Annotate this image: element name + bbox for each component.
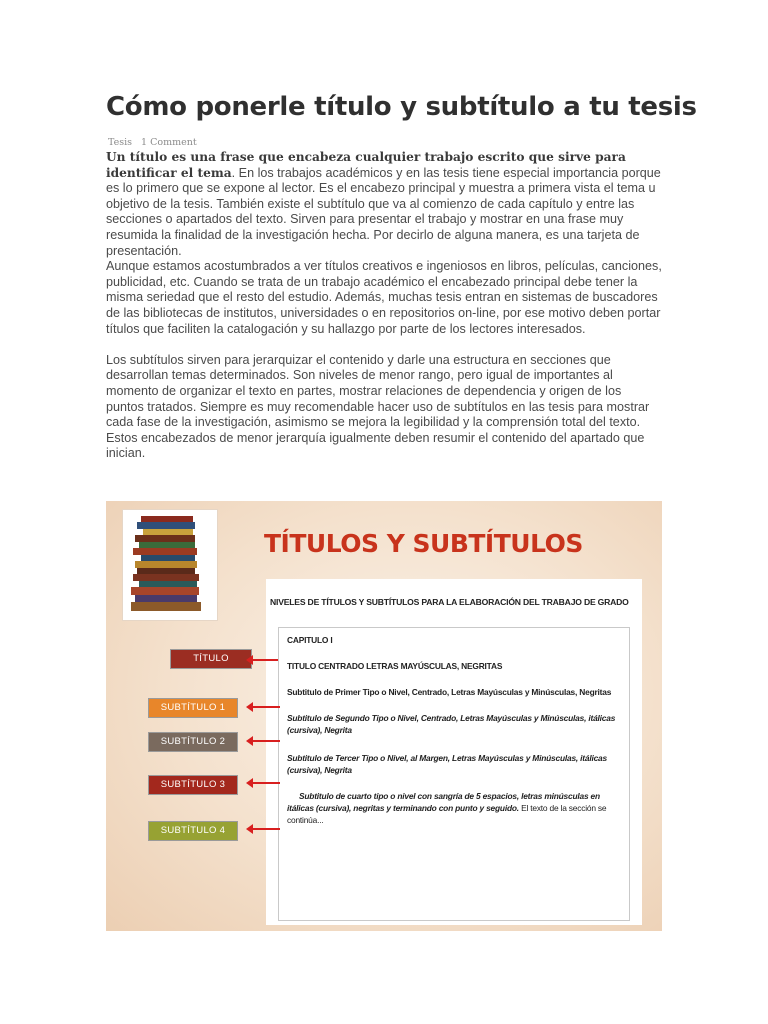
title-line: TITULO CENTRADO LETRAS MAYÚSCULAS, NEGRITAS bbox=[287, 661, 503, 671]
paragraph-3: Los subtítulos sirven para jerarquizar el contenido y darle una estructura en secciones que desarrollan temas determinados. Son niveles de menor rango, pero igual de importantes al momento de organizar el texto en partes, mostrar relaciones de dependencia y origen de los puntos tratados. Siempre es muy recomendable hacer uso de subtítulos en las tesis para mostrar cada fase de la investigación, asimismo se mejora la legibilidad y la comprensión total del texto. Estos encabezados de menor jerarquía igualmente deben resumir el contenido del apartado que inician. bbox=[106, 352, 650, 461]
post-meta bbox=[108, 137, 203, 148]
subtitle-1-line: Subtitulo de Primer Tipo o Nivel, Centrado, Letras Mayúsculas y Minúsculas, Negritas bbox=[287, 687, 612, 697]
subtitle-3-line: Subtitulo de Tercer Tipo o Nivel, al Margen, Letras Mayúsculas y Minúsculas, itálicas bbox=[287, 753, 607, 763]
infographic-title: TÍTULOS Y SUBTÍTULOS bbox=[264, 529, 583, 558]
book-stack-image bbox=[122, 509, 218, 621]
subtitle-3-line-cont: (cursiva), Negrita bbox=[287, 765, 352, 775]
arrow-icon bbox=[252, 706, 280, 708]
paragraph-2: Aunque estamos acostumbrados a ver títulos creativos e ingeniosos en libros, películas, canciones, publicidad, etc. Cuando se trata de un trabajo académico el encabezado principal debe tener la misma seriedad que el resto del estudio. Además, muchas tesis entran en sistemas de buscadores de las bibliotecas de institutos, universidades o en repositorios on-line, por ese motivo deben portar títulos que faciliten la catalogación y su hallazgo por parte de los lectores interesados. bbox=[106, 259, 662, 336]
subtitle-2-line: Subtitulo de Segundo Tipo o Nivel, Centrado, Letras Mayúsculas y Minúsculas, itálicas bbox=[287, 713, 616, 723]
section-text: El texto de la sección se bbox=[518, 803, 607, 813]
label-subtitulo-4: SUBTÍTULO 4 bbox=[148, 821, 238, 841]
levels-panel bbox=[266, 579, 642, 925]
paragraph-1 bbox=[106, 150, 662, 259]
example-box bbox=[278, 627, 630, 921]
section-continue: continúa... bbox=[287, 815, 324, 825]
arrow-icon bbox=[252, 782, 280, 784]
chapter-line: CAPITULO I bbox=[287, 635, 333, 645]
label-subtitulo-2: SUBTÍTULO 2 bbox=[148, 732, 238, 752]
lead-sentence: Un título es una frase que encabeza cualquier trabajo escrito que sirve para identificar el tema bbox=[106, 150, 626, 180]
arrow-icon bbox=[252, 828, 280, 830]
book-stack-icon bbox=[123, 510, 217, 620]
article-body bbox=[106, 150, 662, 462]
category-link[interactable]: Tesis bbox=[108, 137, 133, 148]
label-subtitulo-1: SUBTÍTULO 1 bbox=[148, 698, 238, 718]
infographic-image bbox=[106, 501, 662, 931]
arrow-icon bbox=[252, 659, 278, 661]
subtitle-4-italic: itálicas (cursiva), negritas y terminando con punto y seguido. bbox=[287, 803, 519, 813]
label-titulo: TÍTULO bbox=[170, 649, 252, 669]
subtitle-4-line-cont bbox=[287, 802, 606, 814]
subtitle-2-line-cont: (cursiva), Negrita bbox=[287, 725, 352, 735]
arrow-icon bbox=[252, 740, 280, 742]
subtitle-4-line: Subtitulo de cuarto tipo o nivel con sangría de 5 espacios, letras minúsculas en bbox=[299, 791, 600, 801]
panel-heading: NIVELES DE TÍTULOS Y SUBTÍTULOS PARA LA ELABORACIÓN DEL TRABAJO DE GRADO bbox=[270, 597, 629, 607]
article-title: Cómo ponerle título y subtítulo a tu tesis bbox=[106, 92, 697, 122]
label-subtitulo-3: SUBTÍTULO 3 bbox=[148, 775, 238, 795]
comments-link[interactable]: 1 Comment bbox=[141, 137, 197, 148]
paragraph-1-rest: . En los trabajos académicos y en las tesis tiene especial importancia porque es lo primero que se expone al lector. Es el encabezo principal y muestra a primera vista el tema u objetivo de la tesis. También existe el subtítulo que va al comienzo de cada capítulo y entre las secciones o apartados del texto. Sirven para presentar el trabajo y mostrar en una frase muy resumida la finalidad de la investigación hecha. Por decirlo de alguna manera, es una tarjeta de presentación. bbox=[106, 165, 661, 258]
